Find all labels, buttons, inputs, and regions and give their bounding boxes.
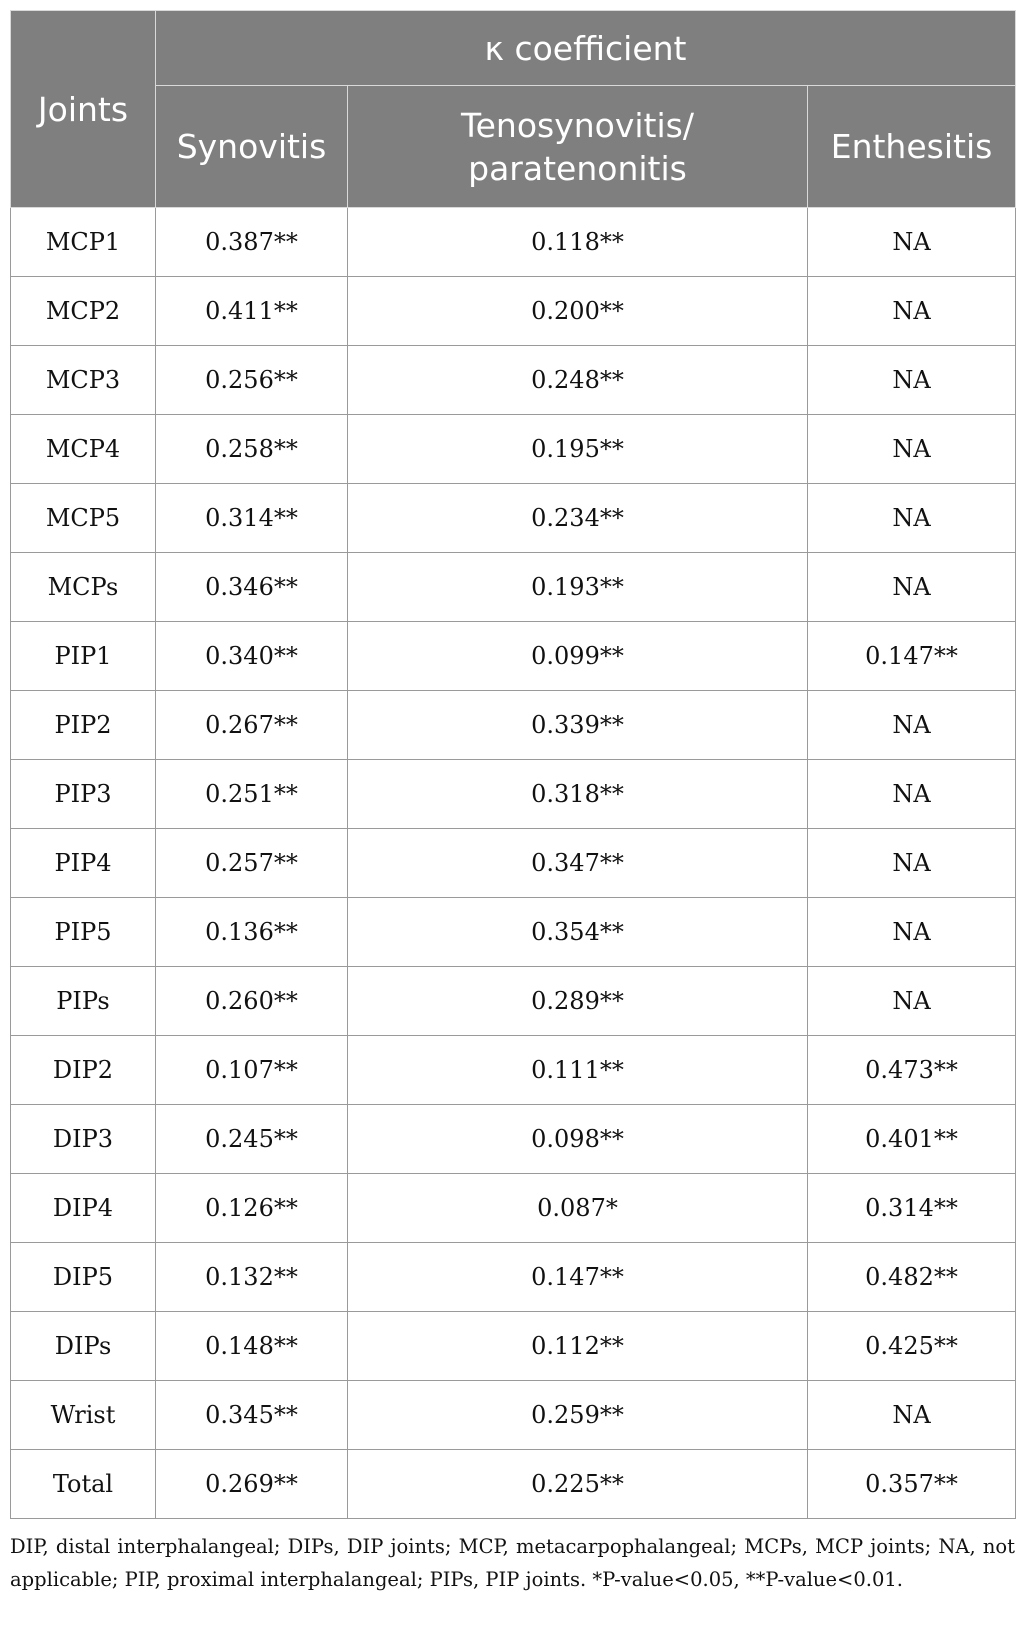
cell-synovitis: 0.256** xyxy=(156,346,348,415)
table-row xyxy=(11,1381,1016,1450)
table-row xyxy=(11,346,1016,415)
table-row xyxy=(11,1036,1016,1105)
cell-joint: PIPs xyxy=(11,967,156,1036)
table-row xyxy=(11,1450,1016,1519)
table-row xyxy=(11,829,1016,898)
cell-enthesitis: NA xyxy=(808,829,1016,898)
cell-enthesitis: NA xyxy=(808,760,1016,829)
cell-tenosynovitis: 0.339** xyxy=(348,691,808,760)
cell-tenosynovitis: 0.111** xyxy=(348,1036,808,1105)
cell-tenosynovitis: 0.098** xyxy=(348,1105,808,1174)
table-row xyxy=(11,415,1016,484)
cell-enthesitis: 0.401** xyxy=(808,1105,1016,1174)
cell-tenosynovitis: 0.354** xyxy=(348,898,808,967)
cell-joint: Total xyxy=(11,1450,156,1519)
cell-synovitis: 0.136** xyxy=(156,898,348,967)
header-kappa-coefficient: κ coefficient xyxy=(156,11,1016,86)
table-row xyxy=(11,1243,1016,1312)
cell-joint: MCPs xyxy=(11,553,156,622)
cell-enthesitis: NA xyxy=(808,277,1016,346)
table-body xyxy=(11,208,1016,1519)
cell-tenosynovitis: 0.147** xyxy=(348,1243,808,1312)
cell-tenosynovitis: 0.289** xyxy=(348,967,808,1036)
cell-enthesitis: 0.473** xyxy=(808,1036,1016,1105)
table-row xyxy=(11,691,1016,760)
cell-enthesitis: 0.357** xyxy=(808,1450,1016,1519)
header-tenosynovitis-line2: paratenonitis xyxy=(468,148,687,188)
cell-synovitis: 0.245** xyxy=(156,1105,348,1174)
header-enthesitis: Enthesitis xyxy=(808,86,1016,208)
cell-joint: MCP1 xyxy=(11,208,156,277)
table-row xyxy=(11,1105,1016,1174)
cell-enthesitis: NA xyxy=(808,1381,1016,1450)
cell-enthesitis: NA xyxy=(808,898,1016,967)
kappa-coefficient-table xyxy=(10,10,1016,1519)
cell-joint: DIP4 xyxy=(11,1174,156,1243)
cell-joint: PIP4 xyxy=(11,829,156,898)
kappa-table-container xyxy=(10,10,1015,1519)
cell-synovitis: 0.346** xyxy=(156,553,348,622)
cell-joint: PIP3 xyxy=(11,760,156,829)
cell-joint: DIP2 xyxy=(11,1036,156,1105)
cell-tenosynovitis: 0.318** xyxy=(348,760,808,829)
cell-synovitis: 0.148** xyxy=(156,1312,348,1381)
cell-tenosynovitis: 0.234** xyxy=(348,484,808,553)
cell-synovitis: 0.126** xyxy=(156,1174,348,1243)
cell-synovitis: 0.257** xyxy=(156,829,348,898)
cell-tenosynovitis: 0.225** xyxy=(348,1450,808,1519)
cell-synovitis: 0.387** xyxy=(156,208,348,277)
cell-joint: PIP2 xyxy=(11,691,156,760)
cell-synovitis: 0.251** xyxy=(156,760,348,829)
cell-enthesitis: 0.314** xyxy=(808,1174,1016,1243)
cell-synovitis: 0.132** xyxy=(156,1243,348,1312)
header-tenosynovitis xyxy=(348,86,808,208)
cell-joint: Wrist xyxy=(11,1381,156,1450)
cell-tenosynovitis: 0.118** xyxy=(348,208,808,277)
cell-tenosynovitis: 0.200** xyxy=(348,277,808,346)
table-row xyxy=(11,898,1016,967)
cell-enthesitis: NA xyxy=(808,691,1016,760)
table-row xyxy=(11,1312,1016,1381)
cell-tenosynovitis: 0.259** xyxy=(348,1381,808,1450)
cell-synovitis: 0.411** xyxy=(156,277,348,346)
cell-tenosynovitis: 0.195** xyxy=(348,415,808,484)
table-row xyxy=(11,622,1016,691)
header-joints: Joints xyxy=(11,11,156,208)
cell-joint: MCP2 xyxy=(11,277,156,346)
table-footnote: DIP, distal interphalangeal; DIPs, DIP joints; MCP, metacarpophalangeal; MCPs, MCP joints; NA, not applicable; PIP, proximal interphalangeal; PIPs, PIP joints. *P-value<0.05, **P-value<0.01. xyxy=(10,1534,1015,1591)
cell-enthesitis: 0.482** xyxy=(808,1243,1016,1312)
cell-tenosynovitis: 0.347** xyxy=(348,829,808,898)
cell-tenosynovitis: 0.112** xyxy=(348,1312,808,1381)
cell-joint: PIP1 xyxy=(11,622,156,691)
header-tenosynovitis-line1: Tenosynovitis/ xyxy=(461,105,694,145)
cell-enthesitis: NA xyxy=(808,484,1016,553)
table-row xyxy=(11,208,1016,277)
cell-synovitis: 0.107** xyxy=(156,1036,348,1105)
cell-joint: DIP3 xyxy=(11,1105,156,1174)
cell-enthesitis: NA xyxy=(808,346,1016,415)
cell-joint: PIP5 xyxy=(11,898,156,967)
cell-tenosynovitis: 0.099** xyxy=(348,622,808,691)
cell-enthesitis: 0.425** xyxy=(808,1312,1016,1381)
cell-synovitis: 0.314** xyxy=(156,484,348,553)
cell-tenosynovitis: 0.248** xyxy=(348,346,808,415)
cell-enthesitis: NA xyxy=(808,967,1016,1036)
table-row xyxy=(11,1174,1016,1243)
cell-tenosynovitis: 0.087* xyxy=(348,1174,808,1243)
table-row xyxy=(11,760,1016,829)
cell-joint: DIPs xyxy=(11,1312,156,1381)
cell-synovitis: 0.269** xyxy=(156,1450,348,1519)
table-row xyxy=(11,277,1016,346)
cell-synovitis: 0.340** xyxy=(156,622,348,691)
cell-joint: MCP4 xyxy=(11,415,156,484)
cell-synovitis: 0.258** xyxy=(156,415,348,484)
header-synovitis: Synovitis xyxy=(156,86,348,208)
cell-enthesitis: NA xyxy=(808,415,1016,484)
cell-joint: DIP5 xyxy=(11,1243,156,1312)
cell-synovitis: 0.267** xyxy=(156,691,348,760)
cell-joint: MCP3 xyxy=(11,346,156,415)
cell-tenosynovitis: 0.193** xyxy=(348,553,808,622)
cell-enthesitis: 0.147** xyxy=(808,622,1016,691)
cell-joint: MCP5 xyxy=(11,484,156,553)
cell-synovitis: 0.260** xyxy=(156,967,348,1036)
table-row xyxy=(11,553,1016,622)
cell-enthesitis: NA xyxy=(808,208,1016,277)
table-row xyxy=(11,967,1016,1036)
table-row xyxy=(11,484,1016,553)
cell-synovitis: 0.345** xyxy=(156,1381,348,1450)
cell-enthesitis: NA xyxy=(808,553,1016,622)
